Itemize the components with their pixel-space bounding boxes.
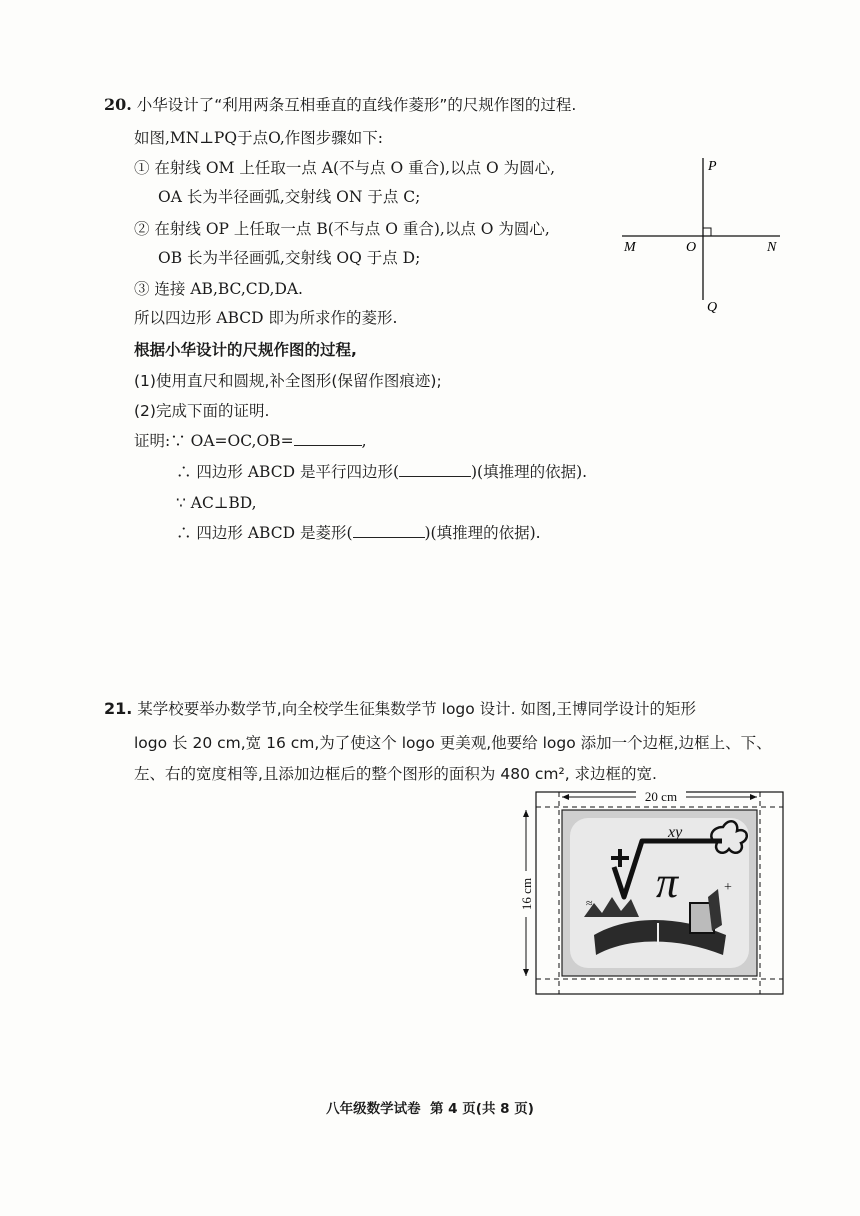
q20-number: 20. xyxy=(104,95,132,114)
q21-line2: logo 长 20 cm,宽 16 cm,为了使这个 logo 更美观,他要给 logo 添加一个边框,边框上、下、 xyxy=(134,734,772,752)
q21-line1 xyxy=(104,697,696,719)
height-label: 16 cm xyxy=(519,877,534,911)
q20-step3: ③ 连接 AB,BC,CD,DA. xyxy=(134,280,303,298)
q20-conclusion: 所以四边形 ABCD 即为所求作的菱形. xyxy=(134,309,398,327)
svg-text:≈: ≈ xyxy=(586,896,593,910)
q21-line1-text: 某学校要举办数学节,向全校学生征集数学节 logo 设计. 如图,王博同学设计的矩形 xyxy=(137,700,696,718)
q21-number: 21. xyxy=(104,699,133,718)
q20-proof-line4 xyxy=(176,522,541,544)
width-label: 20 cm xyxy=(644,789,678,804)
right-angle-mark xyxy=(703,228,711,236)
proof4-suffix: )(填推理的依据). xyxy=(424,524,541,542)
proof2-suffix: )(填推理的依据). xyxy=(471,463,588,481)
q20-proof-line2 xyxy=(176,461,587,483)
q20-step2-line2: OB 长为半径画弧,交射线 OQ 于点 D; xyxy=(158,249,421,267)
q20-proof-line3: ∵ AC⊥BD, xyxy=(176,494,257,512)
q20-step1-line2: OA 长为半径画弧,交射线 ON 于点 C; xyxy=(158,188,421,206)
q20-title-text: 小华设计了“利用两条互相垂直的直线作菱形”的尺规作图的过程. xyxy=(136,96,577,114)
proof-blank-1[interactable] xyxy=(294,431,362,446)
proof-blank-3[interactable] xyxy=(353,523,425,538)
q20-instruction: 根据小华设计的尺规作图的过程, xyxy=(134,341,357,359)
svg-text:+: + xyxy=(724,880,732,895)
logo-pi: π xyxy=(656,858,679,907)
q20-figure xyxy=(610,150,790,325)
q20-step1-line1: ① 在射线 OM 上任取一点 A(不与点 O 重合),以点 O 为圆心, xyxy=(134,159,556,177)
q20-title xyxy=(104,94,576,116)
page-footer: 八年级数学试卷 第 4 页(共 8 页) xyxy=(326,1101,534,1117)
proof-blank-2[interactable] xyxy=(399,462,471,477)
proof4-prefix: ∴ 四边形 ABCD 是菱形( xyxy=(176,524,353,542)
label-m: M xyxy=(624,240,636,255)
q20-intro: 如图,MN⊥PQ于点O,作图步骤如下: xyxy=(134,129,384,147)
label-p: P xyxy=(708,159,717,174)
label-o: O xyxy=(686,240,697,255)
q21-line3: 左、右的宽度相等,且添加边框后的整个图形的面积为 480 cm², 求边框的宽. xyxy=(134,765,657,783)
q20-step2-line1: ② 在射线 OP 上任取一点 B(不与点 O 重合),以点 O 为圆心, xyxy=(134,220,550,238)
q20-task2: (2)完成下面的证明. xyxy=(134,402,270,420)
q20-task1: (1)使用直尺和圆规,补全图形(保留作图痕迹); xyxy=(134,372,442,390)
proof2-prefix: ∴ 四边形 ABCD 是平行四边形( xyxy=(176,463,399,481)
label-q: Q xyxy=(707,300,718,315)
proof1-prefix: 证明:∵ OA=OC,OB= xyxy=(134,432,294,450)
q21-figure xyxy=(518,785,793,1000)
label-n: N xyxy=(767,240,777,255)
logo-xy: xy xyxy=(668,824,683,841)
q20-proof-line1 xyxy=(134,430,367,452)
proof1-suffix: , xyxy=(361,432,367,450)
